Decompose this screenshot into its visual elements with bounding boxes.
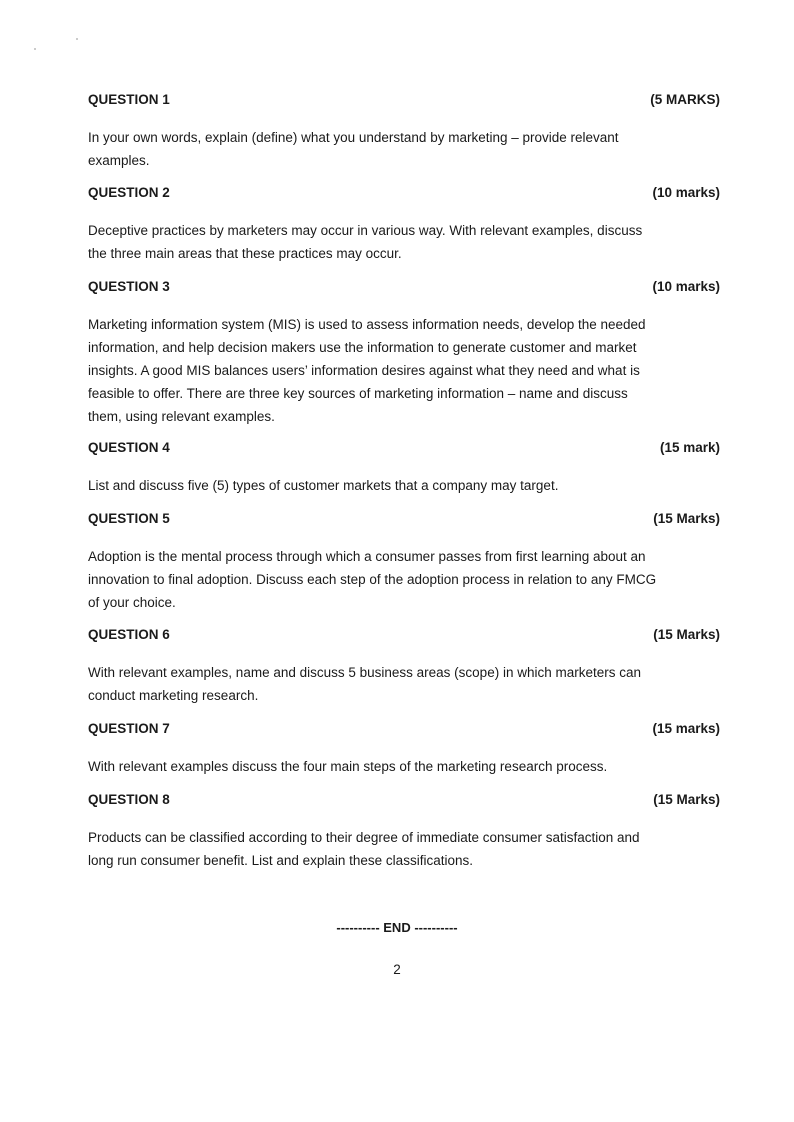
question-title: QUESTION 3: [88, 279, 170, 294]
question-text: [88, 661, 720, 707]
question-text-line: Deceptive practices by marketers may occur in various way. With relevant examples, discuss: [88, 223, 643, 238]
question-marks: (15 marks): [652, 721, 720, 736]
question-text-line: With relevant examples discuss the four main steps of the marketing research process.: [88, 759, 608, 774]
end-marker: ---------- END ----------: [336, 920, 458, 935]
scan-speck: [34, 48, 36, 50]
question-block: [88, 90, 720, 172]
question-text-line: innovation to final adoption. Discuss each step of the adoption process in relation to any FMCG: [88, 572, 657, 587]
question-text-line: examples.: [88, 153, 150, 168]
question-marks: (10 marks): [652, 279, 720, 294]
question-marks: (5 MARKS): [650, 92, 720, 107]
question-text: [88, 474, 720, 497]
question-text-line: Marketing information system (MIS) is used to assess information needs, develop the needed: [88, 317, 646, 332]
question-block: [88, 509, 720, 614]
question-title: QUESTION 5: [88, 511, 170, 526]
question-text-line: List and discuss five (5) types of customer markets that a company may target.: [88, 478, 559, 493]
question-header: [88, 509, 720, 529]
question-text: [88, 126, 720, 172]
question-header: [88, 183, 720, 203]
question-text-line: With relevant examples, name and discuss 5 business areas (scope) in which marketers can: [88, 665, 641, 680]
question-marks: (15 mark): [659, 440, 720, 455]
question-marks: (10 marks): [652, 185, 720, 200]
question-marks: (15 Marks): [653, 627, 720, 642]
question-block: [88, 790, 720, 872]
question-header: [88, 625, 720, 645]
question-header: [88, 438, 720, 458]
question-text-line: In your own words, explain (define) what you understand by marketing – provide relevant: [88, 130, 619, 145]
question-text-line: them, using relevant examples.: [88, 409, 275, 424]
question-header: [88, 90, 720, 110]
scan-speck: [76, 38, 78, 40]
question-marks: (15 Marks): [653, 511, 720, 526]
question-text-line: Adoption is the mental process through which a consumer passes from first learning about an: [88, 549, 646, 564]
question-text: [88, 826, 720, 872]
question-header: [88, 719, 720, 739]
question-block: [88, 183, 720, 265]
question-text-line: conduct marketing research.: [88, 688, 259, 703]
question-title: QUESTION 1: [88, 92, 170, 107]
question-text-line: feasible to offer. There are three key sources of marketing information – name and discuss: [88, 386, 628, 401]
question-header: [88, 790, 720, 810]
question-text: [88, 219, 720, 265]
question-text-line: Products can be classified according to their degree of immediate consumer satisfaction and: [88, 830, 640, 845]
question-block: [88, 719, 720, 778]
question-block: [88, 438, 720, 497]
page-number: 2: [393, 962, 401, 977]
question-text-line: information, and help decision makers use the information to generate customer and market: [88, 340, 637, 355]
question-title: QUESTION 8: [88, 792, 170, 807]
question-marks: (15 Marks): [653, 792, 720, 807]
question-text-line: of your choice.: [88, 595, 176, 610]
question-text-line: long run consumer benefit. List and explain these classifications.: [88, 853, 473, 868]
question-title: QUESTION 2: [88, 185, 170, 200]
question-title: QUESTION 7: [88, 721, 170, 736]
question-title: QUESTION 6: [88, 627, 170, 642]
question-text-line: the three main areas that these practices may occur.: [88, 246, 402, 261]
question-block: [88, 277, 720, 428]
question-header: [88, 277, 720, 297]
question-text: [88, 313, 720, 428]
question-text-line: insights. A good MIS balances users’ information desires against what they need and what is: [88, 363, 640, 378]
question-text: [88, 545, 720, 614]
question-title: QUESTION 4: [88, 440, 170, 455]
question-block: [88, 625, 720, 707]
question-text: [88, 755, 720, 778]
